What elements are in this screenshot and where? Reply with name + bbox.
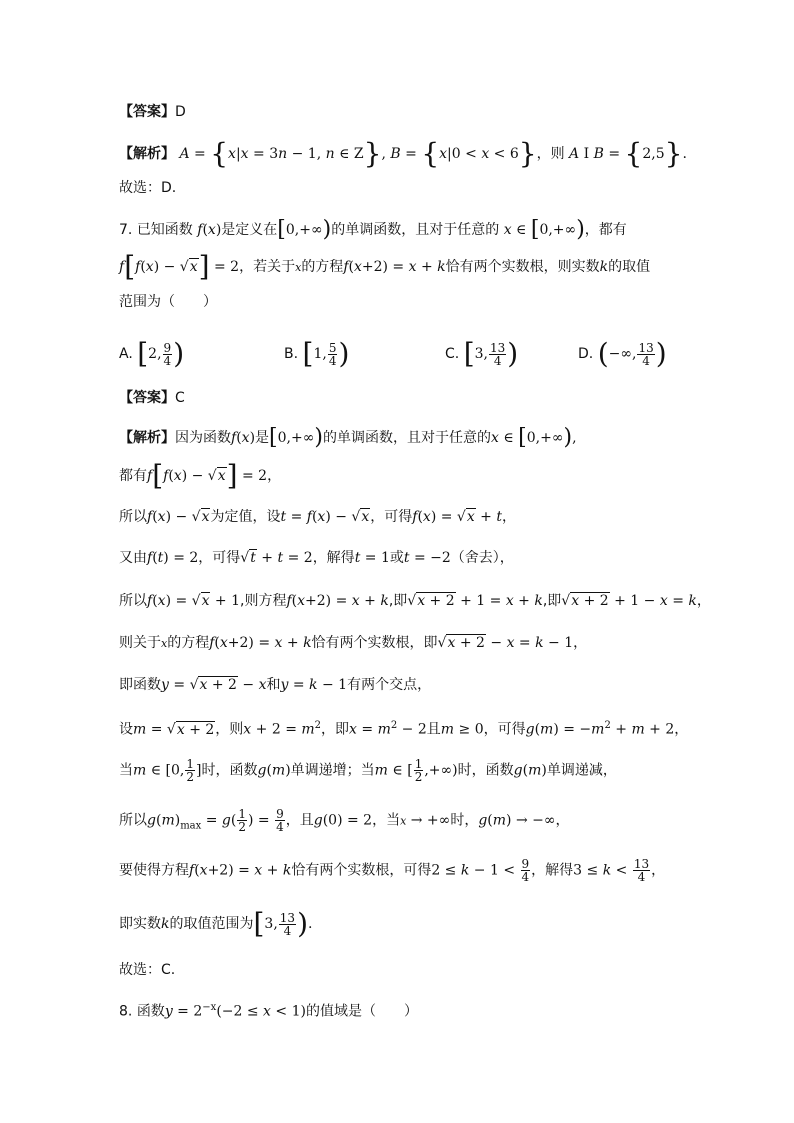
q7-analysis-line-11: 要使得方程f(x+2) = x + k恰有两个实数根，可得2 ≤ k − 1 < $\frac{9}{4}$ ，解得3 ≤ k < $\frac{13}{4}$ ， [119,857,666,884]
answer-tag: 【答案】 [119,104,175,120]
text: 所以 [119,509,147,525]
q7-analysis-line-8: 设m = √x + 2，则$x + 2 = m^2$，即$x = m^2 - 2$且m ≥ 0，可得$g(m) = -m^2 + m + 2$， [119,720,689,738]
q6-analysis-line: 【解析】 A = {x|x = 3n − 1, n ∈ Z}, B = {x|0 < x < 6}，则 A I B = {2,5}. [119,137,687,170]
option-d[interactable]: D. (−∞, $\frac{13}{4}$ ) [578,337,667,370]
answer-value: D [175,104,186,120]
text: ，解得 [531,862,574,879]
text: 则关于 [119,635,161,651]
option-num: 9 [163,340,172,355]
text: 又由 [119,550,147,566]
stem-text: 已知函数 [136,222,193,238]
q7-analysis-line-3: 所以f(x) − √x为定值，设t = f(x) − √x，可得f(x) = √x + t， [119,509,517,525]
option-left: 2 [148,346,158,362]
option-b[interactable]: B. [1, $\frac{5}{4}$ ) [284,337,350,370]
stem-text: 的取值 [608,259,651,275]
text: 恰有两个实数根，可得 [291,862,432,879]
text: 要使得方程 [119,862,189,879]
answer-value: C [175,390,185,406]
option-c[interactable]: C. [3, $\frac{13}{4}$ ) [445,337,519,370]
q7-analysis-line-5: 所以f(x) = √x + 1,则方程f(x+2) = x + k,即√x + 2 + 1 = x + k,即√x + 2 + 1 − x = k， [119,593,711,609]
text: 恰有两个实数根，即 [311,635,438,651]
text: 因为函数 [175,430,231,446]
text: 有两个交点， [347,677,432,693]
option-label: B. [284,346,299,362]
q7-analysis-line-7: 即函数y = √x + 2 − x和y = k − 1有两个交点， [119,677,432,693]
stem-text: 的方程 [301,259,344,275]
text: 且 [426,721,441,738]
option-label: D. [578,346,594,362]
option-num: 13 [490,340,506,355]
text: ，即 [321,721,350,738]
text: ,即 [542,593,562,609]
analysis-tag: 【解析】 [119,146,175,162]
q7-stem-line-1: 7. 已知函数 f(x)是定义在[0,+∞)的单调函数，且对于任意的 x ∈ [0,+∞)，都有 [119,217,627,242]
option-num: 5 [328,340,337,355]
text: ，当 [372,812,401,829]
q7-answer-line [119,388,185,408]
text: 即函数 [119,677,161,693]
text: （舍去）， [450,550,514,566]
text: 的取值范围为 [169,916,254,932]
q8-stem: 8. 函数$y = 2^{-x}(-2 \le x < 1)$的值域是（ ） [119,1002,418,1020]
q7-analysis-line-12: 即实数k的取值范围为[3, $\frac{13}{4}$ ). [119,907,313,940]
q6-conclusion: 故选：D. [119,180,177,196]
q7-stem-line-2: f[f(x) − √x] = 2，若关于x的方程f(x+2) = x + k恰有两个实数根，则实数k的取值 [119,250,651,283]
text: 是 [255,430,270,446]
text: 当 [119,762,133,779]
text: ，可得 [198,550,241,566]
q7-options [119,337,679,370]
formula: A [179,146,190,162]
text: 时，函数 [457,762,514,779]
text: 都有 [119,468,147,484]
text: ，则 [215,721,244,738]
q7-analysis-line-1: 【解析】因为函数f(x)是[0,+∞)的单调函数，且对于任意的x ∈ [0,+∞), [119,425,577,450]
option-den: 4 [328,353,337,368]
text: ,即 [388,593,408,609]
text: 所以 [119,812,147,829]
text: 的单调函数，且对于任意的 [322,430,491,446]
text: 为定值，设 [210,509,281,525]
option-label: A. [119,346,133,362]
text: 即实数 [119,916,161,932]
q7-analysis-line-10: 所以$g(m)_{max} = g$( $\frac{1}{2}$ ) = $\frac{9}{4}$ ，且g(0) = 2，当x → +∞时，g(m) → −∞， [119,807,570,834]
text: ，可得 [370,509,413,525]
q7-analysis-line-4: 又由f(t) = 2，可得√t + t = 2，解得t = 1或t = −2（舍去）， [119,550,514,566]
stem-text: 是定义在 [221,222,278,238]
q6-answer-line [119,102,186,122]
text: 时， [450,812,479,829]
q7-analysis-line-9: 当m ∈ [0, $\frac{1}{2}$ ]时，函数g(m)单调递增；当m ∈ [ $\frac{1}{2}$ ,+∞)时，函数g(m)单调递减， [119,757,617,784]
option-den: 4 [163,353,172,368]
analysis-then: ，则 [536,146,565,162]
answer-tag: 【答案】 [119,390,175,406]
option-left: −∞ [608,346,633,362]
option-num: 13 [638,340,654,355]
option-a[interactable]: A. [2, $\frac{9}{4}$ ) [119,337,185,370]
stem-text: ，都有 [584,222,627,238]
question-number: 7. [119,222,133,238]
text: 的方程 [167,635,210,651]
text: ，可得 [483,721,526,738]
text: 或 [389,550,404,566]
text: ，解得 [312,550,355,566]
option-den: 4 [642,353,650,368]
option-label: C. [445,346,460,362]
text: ，且 [285,812,314,829]
text: 设 [119,721,133,738]
q7-stem-line-3: 范围为（ ） [119,294,217,310]
text: 所以 [119,593,147,609]
option-left: 1 [313,346,323,362]
stem-text: 函数 [136,1003,165,1020]
text: 单调递减， [546,762,617,779]
stem-text: 的单调函数，且对于任意的 [331,222,500,238]
stem-text: ，若关于 [239,259,296,275]
question-number: 8. [119,1003,133,1020]
q7-analysis-line-2: 都有f[f(x) − √x] = 2， [119,459,282,492]
stem-text: 恰有两个实数根，则实数 [445,259,600,275]
text: 单调递增；当 [290,762,375,779]
stem-text: 的值域是（ ） [305,1003,418,1020]
text: ,则方程 [240,593,287,609]
option-den: 4 [493,353,502,368]
q7-analysis-line-6: 则关于x的方程f(x+2) = x + k恰有两个实数根，即√x + 2 − x = k − 1， [119,635,588,651]
analysis-tag: 【解析】 [119,430,175,446]
text: 和 [266,677,281,693]
option-left: 3 [474,346,484,362]
text: 时，函数 [201,762,258,779]
q7-conclusion: 故选：C. [119,962,176,978]
